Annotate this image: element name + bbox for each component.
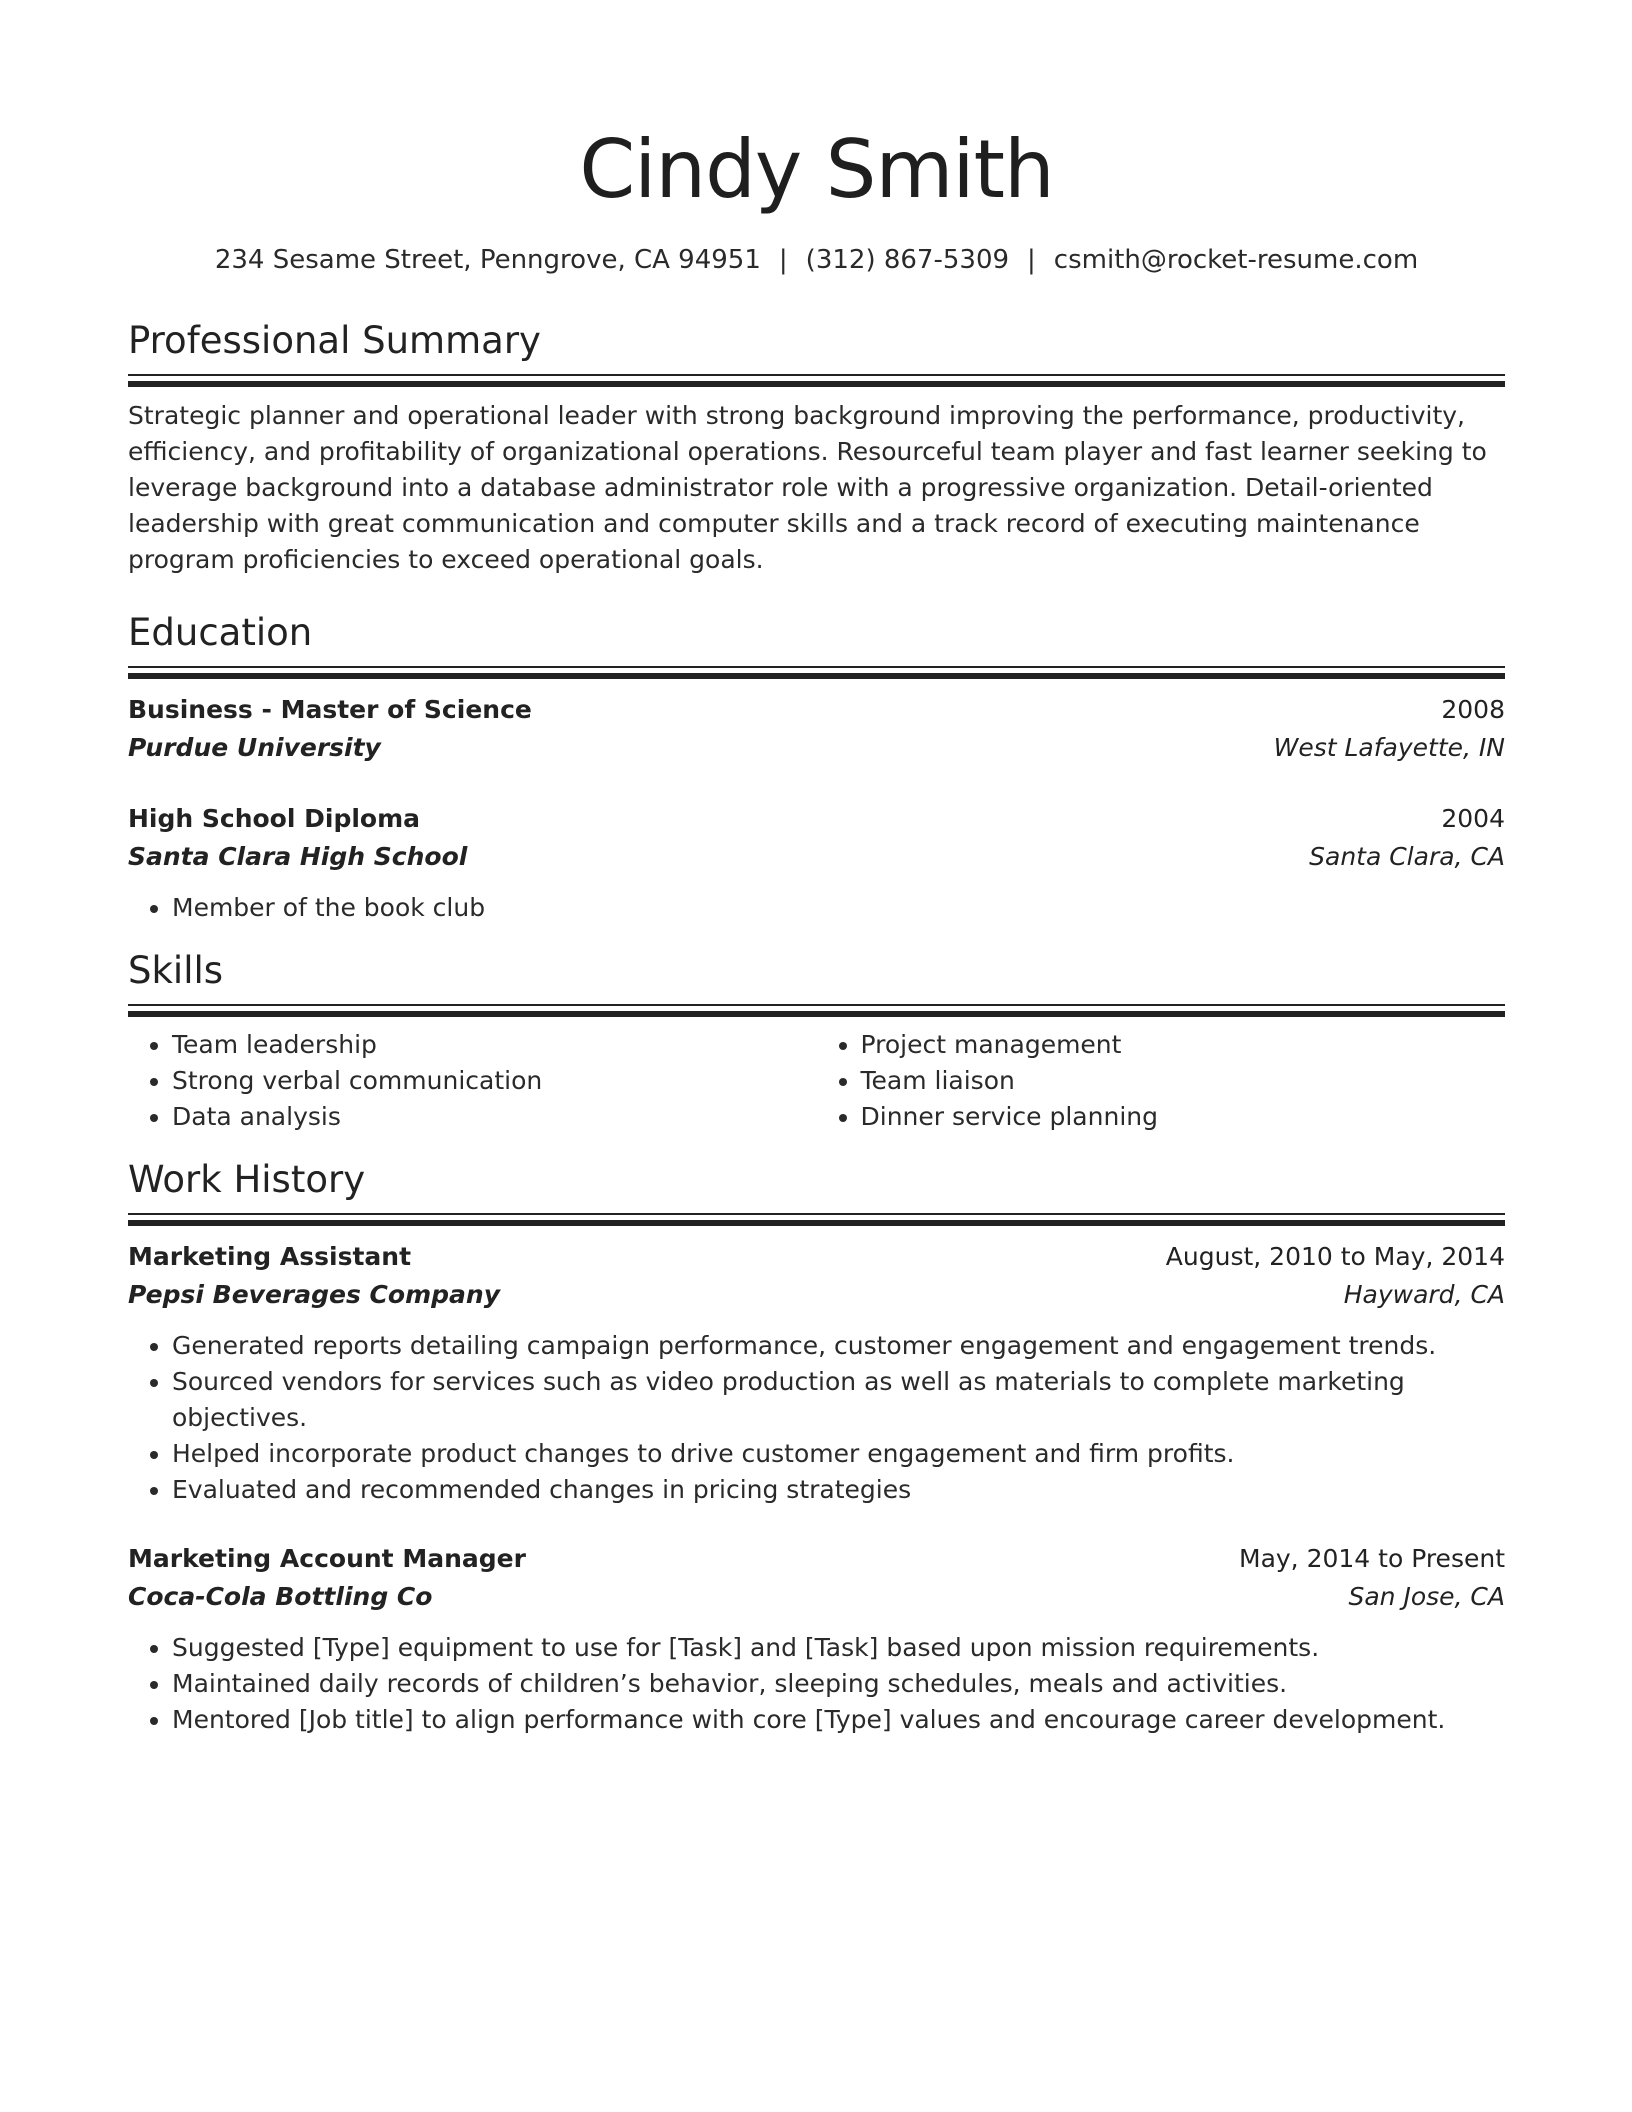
school-location: West Lafayette, IN [1273,733,1505,762]
work-section [128,1157,1505,1738]
education-row-bottom [128,729,1505,767]
skills-grid [128,1027,1505,1135]
phone: (312) 867-5309 [805,245,1010,275]
education-bullets [128,890,1505,926]
company: Pepsi Beverages Company [128,1280,500,1309]
skill-item: • Data analysis [172,1099,817,1135]
candidate-name: Cindy Smith [579,123,1054,216]
job-title: Marketing Assistant [128,1242,412,1271]
section-rule [128,1004,1505,1015]
degree: High School Diploma [128,804,421,833]
school: Santa Clara High School [128,842,468,871]
contact-line [128,243,1505,277]
job-title: Marketing Account Manager [128,1544,526,1573]
school: Purdue University [128,733,381,762]
skills-column-right [817,1027,1506,1135]
education-entry [128,691,1505,767]
section-title-education: Education [128,611,313,654]
job-row-top [128,1238,1505,1276]
section-title-summary: Professional Summary [128,319,541,362]
list-item: • Member of the book club [172,890,1505,926]
section-title-skills: Skills [128,949,224,992]
job-bullets [128,1328,1505,1508]
job-entry [128,1238,1505,1508]
contact-separator: | [778,245,788,275]
resume-page [128,118,1505,1738]
list-item: • Generated reports detailing campaign performance, customer engagement and engagement trends. [172,1328,1505,1364]
section-rule [128,1213,1505,1224]
address: 234 Sesame Street, Penngrove, CA 94951 [214,245,761,275]
skill-item: • Strong verbal communication [172,1063,817,1099]
list-item: • Suggested [Type] equipment to use for [Task] and [Task] based upon mission requirements. [172,1630,1505,1666]
job-location: Hayward, CA [1343,1280,1505,1309]
job-bullets [128,1630,1505,1738]
contact-separator: | [1027,245,1036,275]
job-row-bottom [128,1578,1505,1616]
skill-item: • Dinner service planning [861,1099,1506,1135]
list-item: • Mentored [Job title] to align performance with core [Type] values and encourage career development. [172,1702,1505,1738]
skill-item: • Team leadership [172,1027,817,1063]
skills-column-left [128,1027,817,1135]
degree: Business - Master of Science [128,695,532,724]
job-dates: August, 2010 to May, 2014 [1165,1242,1505,1271]
job-entry [128,1540,1505,1738]
summary-section [128,318,1505,578]
section-rule [128,374,1505,385]
education-entry [128,800,1505,926]
list-item: • Evaluated and recommended changes in pricing strategies [172,1472,1505,1508]
section-rule [128,666,1505,677]
job-dates: May, 2014 to Present [1239,1544,1505,1573]
education-row-top [128,691,1505,729]
school-location: Santa Clara, CA [1309,842,1505,871]
graduation-year: 2008 [1441,695,1505,724]
list-item: • Maintained daily records of children’s behavior, sleeping schedules, meals and activities. [172,1666,1505,1702]
skills-section [128,948,1505,1135]
skill-item: • Team liaison [861,1063,1506,1099]
list-item: • Helped incorporate product changes to drive customer engagement and firm profits. [172,1436,1505,1472]
job-row-top [128,1540,1505,1578]
job-location: San Jose, CA [1348,1582,1505,1611]
skill-item: • Project management [861,1027,1506,1063]
education-row-top [128,800,1505,838]
company: Coca-Cola Bottling Co [128,1582,433,1611]
summary-text: Strategic planner and operational leader with strong background improving the performance, productivity, efficiency, and profitability of organizational operations. Resourceful team player and fast learner seeking to leverage background into a database administrator role with a progressive organization. Detail-oriented leadership with great communication and computer skills and a track record of executing maintenance program proficiencies to exceed operational goals. [128,401,1487,574]
list-item: • Sourced vendors for services such as video production as well as materials to complete marketing objectives. [172,1364,1505,1436]
graduation-year: 2004 [1441,804,1505,833]
email: csmith@rocket-resume.com [1053,245,1419,275]
education-row-bottom [128,838,1505,876]
education-section [128,610,1505,926]
job-row-bottom [128,1276,1505,1314]
section-title-work: Work History [128,1158,366,1201]
